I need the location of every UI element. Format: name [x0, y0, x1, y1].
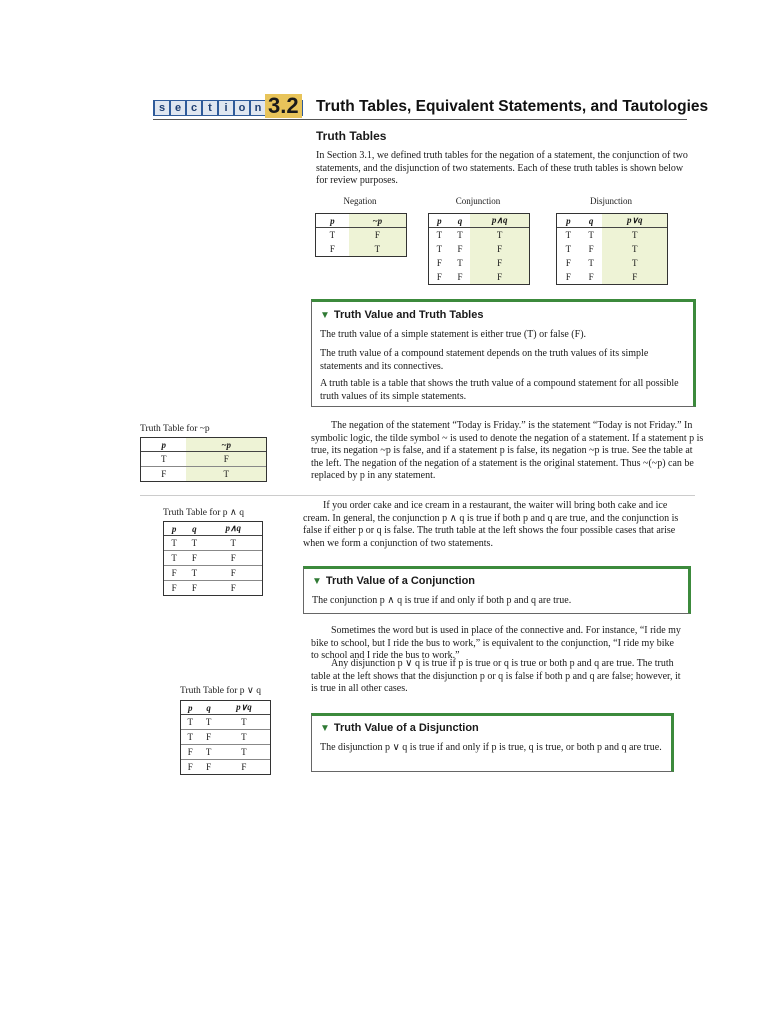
triangle-bullet-icon: ▼ [320, 723, 330, 734]
box-heading: ▼ Truth Value and Truth Tables [320, 309, 484, 321]
box-heading: ▼ Truth Value of a Disjunction [320, 722, 479, 734]
negation-paragraph: The negation of the statement “Today is Friday.” is the statement “Today is not Friday.” In symbolic logic, the tilde symbol ~ is used to denote the negation of a statement. If a statement p is true, its negation ~p is false, and if a statement p is false, its negation ~p is true. See the table at the left. The negation of the negation of a statement is the original statement. Thus ~(~p) can be replaced by p in any statement. [311, 420, 704, 481]
section-letter: t [203, 101, 217, 115]
table-cell: F [602, 270, 667, 284]
table-cell: F [199, 730, 217, 745]
section-title: Truth Tables, Equivalent Statements, and Tautologies [316, 98, 709, 115]
side-caption-negation: Truth Table for ~p [140, 424, 210, 434]
table-cell: T [184, 566, 204, 581]
table-cell: F [588, 272, 594, 282]
table-cell: T [588, 258, 594, 268]
table-cell: F [161, 469, 167, 479]
table-header: p [429, 214, 450, 228]
definition-text: The truth value of a compound statement depends on the truth values of its simple statements and its connectives. [320, 348, 649, 372]
table-cell: T [565, 244, 572, 254]
definition-text: A truth table is a table that shows the truth value of a compound statement for all possible truth values of its simple statements. [320, 378, 679, 402]
box-heading: ▼ Truth Value of a Conjunction [312, 575, 476, 587]
table-cell: F [436, 272, 442, 282]
disjunction-paragraph-2: Any disjunction p ∨ q is true if p is true or q is true or both p and q are true. The truth table at the left shows that the disjunction p or q is false if both p and q are false; however, it is true in all other cases. [311, 658, 681, 694]
triangle-bullet-icon: ▼ [312, 576, 322, 587]
table-cell: T [218, 730, 270, 745]
table-cell: T [164, 551, 184, 566]
table-cell: F [565, 258, 571, 268]
header-rule [153, 119, 687, 120]
table-cell: F [230, 583, 236, 593]
table-cell: F [205, 566, 262, 581]
table-cell: T [588, 230, 594, 240]
table-cell: F [184, 551, 204, 566]
definition-box-conjunction [303, 566, 691, 614]
definition-text: The truth value of a simple statement is either true (T) or false (F). [320, 329, 587, 340]
table-cell: T [436, 244, 443, 254]
table-header: p [141, 438, 186, 452]
table-cell: F [164, 566, 184, 581]
definition-text: The conjunction p ∧ q is true if and only if both p and q are true. [312, 595, 572, 606]
table-cell: F [349, 228, 406, 243]
table-cell: F [436, 258, 442, 268]
table-cell: F [470, 256, 529, 270]
negation-caption: Negation [343, 196, 377, 206]
table-cell: F [241, 762, 247, 772]
table-cell: T [457, 258, 463, 268]
definition-text: The disjunction p ∨ q is true if and only if p is true, q is true, or both p and q are true. [320, 742, 662, 753]
table-header: p∧q [205, 522, 262, 536]
disjunction-paragraph-1: Sometimes the word but is used in place of the connective and. For instance, “I ride my bike to school, but I ride the bus to work,” is equivalent to the conjunction, “I ride my bike to school and I ride the bus to work.” [311, 625, 681, 661]
definition-box-disjunction [311, 713, 674, 772]
table-cell: F [457, 244, 463, 254]
table-header: p∨q [602, 214, 667, 228]
table-cell: F [565, 272, 571, 282]
table-header: p∧q [470, 214, 529, 228]
table-cell: T [184, 536, 204, 551]
disjunction-caption: Disjunction [590, 196, 632, 206]
table-header: p [164, 522, 184, 536]
table-cell: T [602, 256, 667, 270]
table-cell: T [602, 242, 667, 256]
table-header: ~p [349, 214, 406, 228]
table-cell: T [602, 228, 667, 243]
section-letter: s [155, 101, 169, 115]
table-header: p [557, 214, 580, 228]
table-cell: T [164, 536, 184, 551]
subheading: Truth Tables [316, 129, 387, 143]
table-cell: T [470, 228, 529, 243]
side-caption-disjunction: Truth Table for p ∨ q [180, 686, 261, 696]
conjunction-paragraph: If you order cake and ice cream in a restaurant, the waiter will bring both cake and ice cream. In general, the conjunction p ∧ q is true if both p and q are true, and the conjunction is false if either p or q is false. The truth table at the left shows the four possible cases that arise when we form a conjunction of two statements. [303, 500, 679, 549]
disjunction-table [556, 213, 668, 285]
section-letter: e [171, 101, 185, 115]
table-cell: T [181, 715, 199, 730]
table-cell: T [141, 452, 186, 467]
table-cell: F [181, 745, 199, 760]
table-cell: F [470, 242, 529, 256]
table-cell: T [181, 730, 199, 745]
section-letter: o [235, 101, 249, 115]
table-cell: T [199, 745, 217, 760]
table-cell: F [470, 270, 529, 284]
table-header: q [580, 214, 603, 228]
table-cell: T [218, 715, 270, 730]
section-letter: c [187, 101, 201, 115]
side-table-disjunction [180, 700, 271, 775]
side-table-negation [140, 437, 267, 482]
table-cell: F [187, 762, 193, 772]
table-cell: T [349, 242, 406, 256]
table-cell: T [565, 230, 572, 240]
table-cell: F [186, 452, 266, 467]
table-cell: T [329, 230, 336, 240]
table-cell: T [218, 745, 270, 760]
table-header: q [184, 522, 204, 536]
table-cell: F [171, 583, 177, 593]
table-cell: T [457, 230, 463, 240]
table-cell: F [205, 551, 262, 566]
definition-box-truth-value [311, 299, 696, 407]
table-header: p [316, 214, 349, 228]
intro-paragraph: In Section 3.1, we defined truth tables for the negation of a statement, the conjunction of two statements, and the disjunction of two statements. Each of these truth tables is shown below for review purposes. [316, 150, 688, 186]
side-caption-conjunction: Truth Table for p ∧ q [163, 508, 244, 518]
section-letter: i [219, 101, 233, 115]
section-letter: n [251, 101, 265, 115]
conjunction-table [428, 213, 530, 285]
table-cell: T [205, 536, 262, 551]
table-cell: F [588, 244, 594, 254]
negation-table [315, 213, 407, 257]
table-cell: F [206, 762, 212, 772]
table-cell: T [199, 715, 217, 730]
triangle-bullet-icon: ▼ [320, 310, 330, 321]
table-header: p [181, 701, 199, 715]
table-header: ~p [186, 438, 266, 452]
conjunction-caption: Conjunction [455, 196, 501, 206]
table-header: q [450, 214, 471, 228]
table-cell: T [186, 467, 266, 482]
section-divider [140, 495, 695, 496]
table-header: q [199, 701, 217, 715]
table-cell: F [457, 272, 463, 282]
table-cell: T [436, 230, 443, 240]
table-header: p∨q [218, 701, 270, 715]
table-cell: F [329, 244, 335, 254]
table-cell: F [191, 583, 197, 593]
side-table-conjunction [163, 521, 263, 596]
section-number: 3.2 [265, 94, 302, 118]
